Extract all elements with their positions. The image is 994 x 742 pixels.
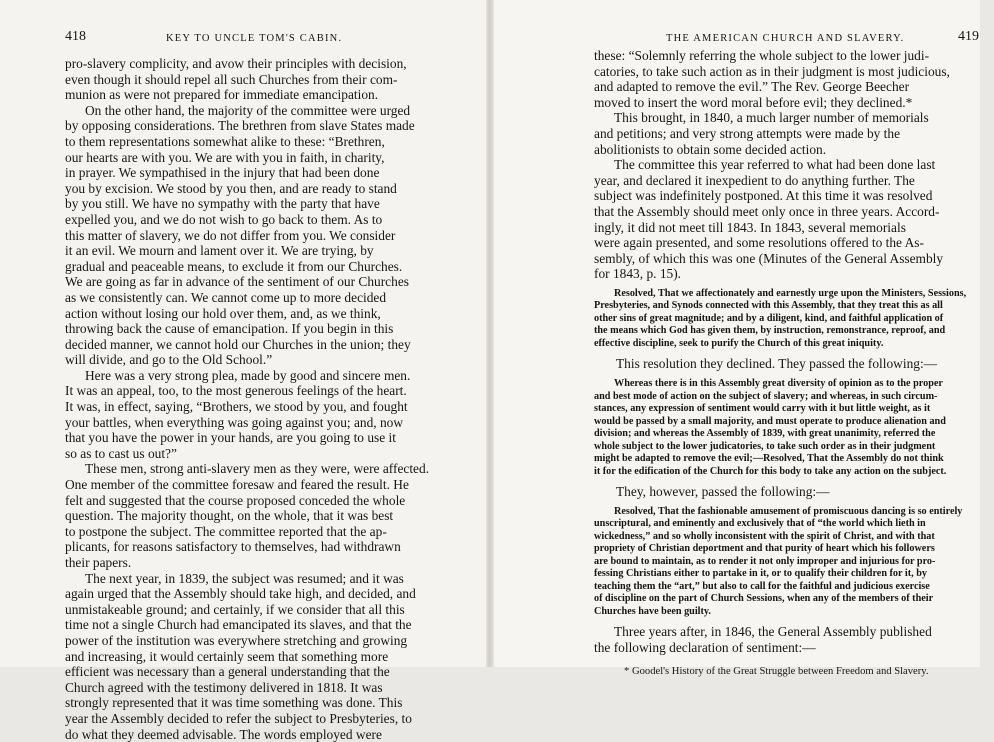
left-text-line: felt and suggested that the course proposed conceded the whole [65,492,406,508]
left-text-line: again urged that the Assembly should take high, and decided, and [65,586,416,602]
resolution-line: Resolved, That we affectionately and earnestly urge upon the Ministers, Sessions, [614,287,967,299]
left-text-line: it an evil. We mourn and lament over it. We are trying, by [65,243,374,259]
left-text-line: to postpone the subject. The committee reported that the ap- [65,523,387,539]
resolution-line: and best mode of action on the subject of slavery; and whereas, in such circum- [594,390,938,402]
right-text-line: and adapted to remove the evil.” The Rev. George Beecher [594,79,910,95]
right-text-line: subject was indefinitely postponed. At this time it was resolved [594,188,933,204]
closing-line: Three years after, in 1846, the General Assembly published [614,624,932,640]
right-running-head: THE AMERICAN CHURCH AND SLAVERY. [666,33,905,44]
resolution-line: wickedness,” and so wholly inconsistent with the spirit of Christ, and with that [594,530,935,542]
book-gutter [486,0,494,667]
left-text-line: It was, in effect, saying, “Brothers, we stood by you, and fought [65,399,408,415]
right-text-line: that the Assembly should meet only once in three years. Accord- [594,203,940,219]
right-text-line: The committee this year referred to what had been done last [614,157,936,173]
right-page-body [594,48,994,678]
resolution-line: of discipline on the part of Church Sessions, when any of the members of their [594,593,934,605]
left-text-line: your battles, when everything was going against you; and, now [65,414,404,430]
right-text-line: these: “Solemnly referring the whole subject to the lower judi- [594,48,930,63]
left-text-line: On the other hand, the majority of the committee were urged [85,102,411,118]
left-text-line: Church agreed with the testimony delivered in 1818. It was [65,679,383,695]
right-text-line: catories, to take such action as in their judgment is most judicious, [594,63,950,79]
left-text-line: pro-slavery complicity, and avow their principles with decision, [65,56,407,71]
left-text-line: Here was a very strong plea, made by good and sincere men. [85,367,411,383]
left-text-line: These men, strong anti-slavery men as they were, were affected. [85,461,430,477]
left-text-line: even though it should repel all such Churches from their com- [65,71,398,87]
resolution-whereas [594,378,994,478]
resolution-line: other sins of great magnitude; and by a diligent, kind, and faithful application of [594,312,944,324]
left-text-line: action without losing our hold over them, and, as we think, [65,305,381,321]
left-text-line: and increasing, it would certainly seem that something more [65,648,389,664]
footnote: * Goodel's History of the Great Struggle between Freedom and Slavery. [624,666,929,678]
left-text-line: to them representations somewhat alike to these: “Brethren, [65,133,385,149]
left-text-line: time not a single Church had emancipated its slaves, and that the [65,617,412,633]
left-page-body [65,56,469,742]
right-paragraph-main [594,48,994,282]
resolution-line: Whereas there is in this Assembly great diversity of opinion as to the proper [614,378,943,389]
left-text-line: their papers. [65,555,132,570]
resolution-line: it for the edification of the Church for this body to take any action on the subject. [594,465,947,477]
right-text-line: year, and declared it inexpedient to do anything further. The [594,172,915,188]
left-text-line: that you have the power in your hands, are you going to use it [65,430,396,446]
resolution-dancing [594,506,994,619]
resolution-declined [594,288,994,351]
left-text-line: you by excision. We stood by you then, and are ready to stand [65,180,397,196]
left-text-line: do what they deemed advisable. The words employed were [65,726,382,742]
left-text-line: unmistakeable ground; and certainly, if we consider that all this [65,601,405,617]
resolution-line: might be adapted to remove the evil;—Resolved, That the Assembly do not think [594,453,944,464]
left-text-line: by opposing considerations. The brethren from slave States made [65,118,415,134]
resolution-line: fessing Christians either to partake in it, or to qualify their children for it, by [594,568,927,580]
left-text-line: efficient was necessary than a general understanding that the [65,664,390,680]
resolution-line: effective discipline, seek to purify the Church of this great iniquity. [594,337,884,349]
left-text-line: question. The majority thought, on the whole, that it was best [65,508,394,524]
closing-line: the following declaration of sentiment:— [594,639,816,655]
right-text-line: This brought, in 1840, a much larger number of memorials [614,110,929,126]
left-text-line: decided manner, we cannot hold our Churches in the union; they [65,336,411,352]
left-text-line: The next year, in 1839, the subject was resumed; and it was [85,570,404,586]
left-text-line: munion as were not prepared for immediate emancipation. [65,87,379,103]
declined-line: This resolution they declined. They passed the following:— [616,356,938,372]
right-page-number: 419 [958,29,979,44]
left-page [0,0,490,742]
left-text-line: this matter of slavery, we do not differ from you. We consider [65,227,396,243]
left-page-number: 418 [65,29,86,44]
left-text-line: will divide, and go to the Old School.” [65,352,273,368]
right-text-line: moved to insert the word moral before evil; they declined.* [594,94,913,110]
left-text-line: One member of the committee foresaw and feared the result. He [65,477,409,493]
right-text-line: and petitions; and very strong attempts were made by the [594,125,901,141]
right-closing-paragraph [594,624,994,655]
left-text-line: gradual and peaceable means, to exclude it from our Churches. [65,258,403,274]
left-text-line: throwing back the cause of emancipation. If you begin in this [65,321,394,337]
left-text-line: We are going as far in advance of the sentiment of our Churches [65,274,409,290]
resolution-line: division; and whereas the Assembly of 1839, with great unanimity, referred the [594,428,936,439]
resolution-line: stances, any expression of sentiment would carry with it but little weight, as it [594,403,931,414]
left-text-line: plicants, for reasons satisfactory to themselves, had withdrawn [65,539,401,555]
left-text-line: so as to cast us out?” [65,445,177,461]
resolution-line: unscriptural, and eminently and exclusively that of “the world which lieth in [594,518,926,530]
right-text-line: ingly, it did not meet till 1843. In 1843, several memorials [594,219,906,235]
resolution-line: teaching them the “art,” but also to call for the faithful and judicious exercise [594,580,930,592]
left-text-line: It was an appeal, too, to the most generous feelings of the heart. [65,383,407,399]
left-text-line: strongly represented that it was time something was done. This [65,695,403,711]
resolution-line: Churches have been guilty. [594,605,711,617]
left-text-line: as we consistently can. We cannot come up to more decided [65,289,387,305]
left-text-line: expelled you, and we do not wish to go back to them. As to [65,211,383,227]
left-text-line: our hearts are with you. We are with you in faith, in charity, [65,149,385,165]
left-text-line: by you still. We have no sympathy with the party that have [65,196,380,212]
resolution-line: Resolved, That the fashionable amusement of promiscuous dancing is so entirely [614,505,963,517]
right-text-line: for 1843, p. 15). [594,266,682,282]
resolution-line: Presbyteries, and Synods connected with this Assembly, that they treat this as all [594,300,943,312]
left-text-line: power of the institution was everywhere stretching and growing [65,632,408,648]
resolution-line: propriety of Christian deportment and that purity of heart which his followers [594,543,935,555]
left-text-line: year the Assembly decided to refer the subject to Presbyteries, to [65,710,412,726]
right-text-line: were again presented, and some resolutions offered to the As- [594,235,924,251]
right-text-line: sembly, of which this was one (Minutes of the General Assembly [594,250,944,266]
passed-line: They, however, passed the following:— [616,484,830,499]
left-running-head: KEY TO UNCLE TOM'S CABIN. [166,33,343,44]
resolution-line: whole subject to the lower judicatories, to take such order as in their judgment [594,440,936,452]
resolution-line: the means which God has given them, by instruction, remonstrance, reproof, and [594,325,946,337]
left-text-line: in prayer. We sympathised in the injury that had been done [65,165,380,181]
resolution-line: are bound to maintain, as to render it not only improper and injurious for pro- [594,555,936,567]
resolution-line: would be passed by a small majority, and must operate to produce alienation and [594,415,946,427]
right-text-line: abolitionists to obtain some decided action. [594,141,827,157]
